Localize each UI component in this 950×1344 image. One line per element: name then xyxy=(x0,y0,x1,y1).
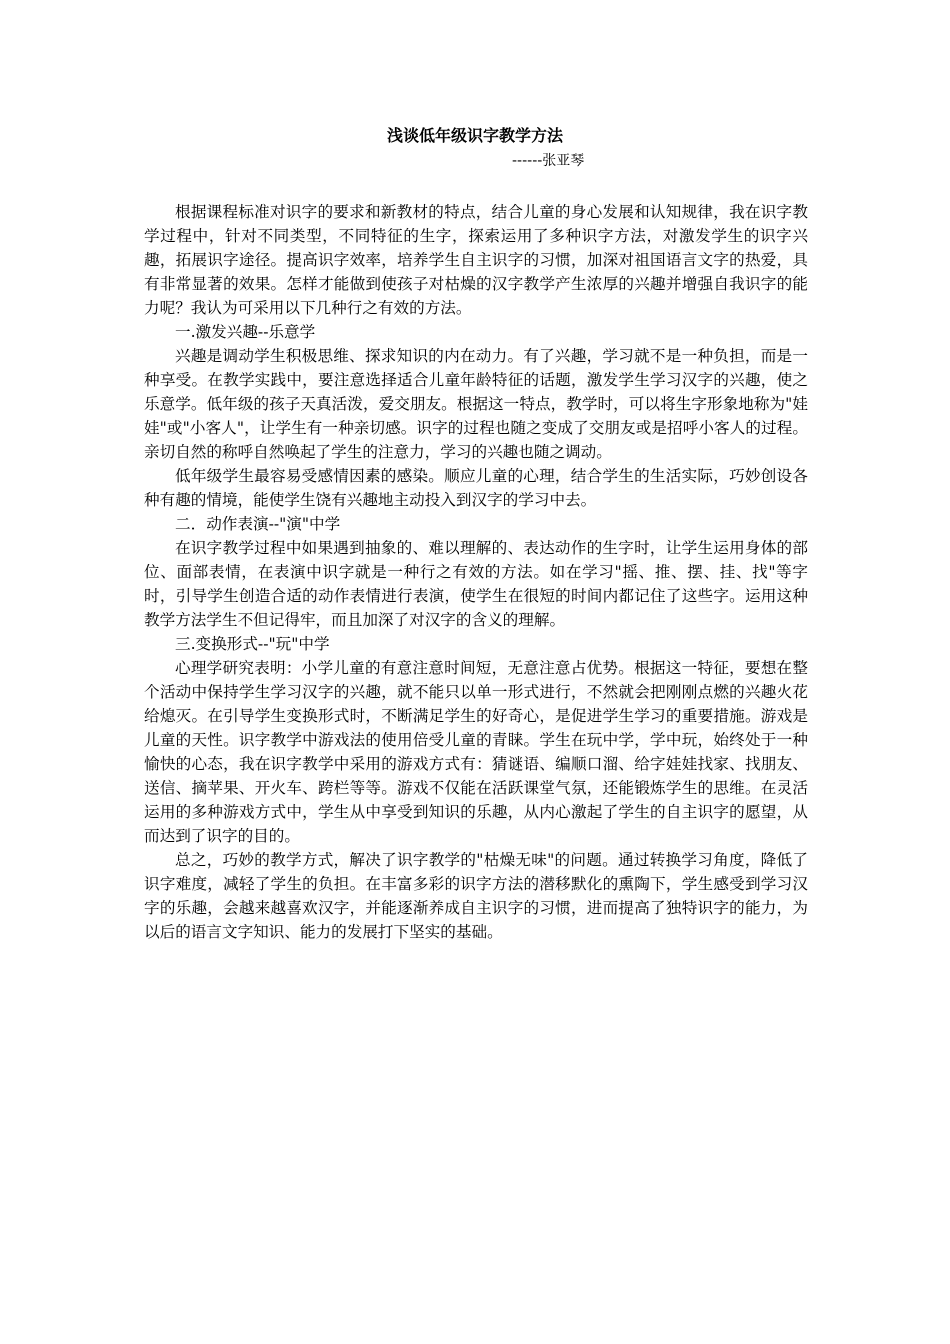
section-heading-1: 一.激发兴趣--乐意学 xyxy=(175,323,316,341)
paragraph-section-2: 在识字教学过程中如果遇到抽象的、难以理解的、表达动作的生字时，让学生运用身体的部位、面部表情，在表演中识字就是一种行之有效的方法。如在学习"摇、推、摆、挂、找"等字时，引导学生创造合适的动作表情进行表演，使学生在很短的时间内都记住了这些字。运用这种教学方法学生不但记得牢，而且加深了对汉字的含义的理解。 xyxy=(144,539,808,629)
section-heading-3: 三.变换形式--"玩"中学 xyxy=(175,635,330,653)
paragraph-conclusion: 总之，巧妙的教学方式，解决了识字教学的"枯燥无味"的问题。通过转换学习角度，降低了识字难度，减轻了学生的负担。在丰富多彩的识字方法的潜移默化的熏陶下，学生感受到学习汉字的乐趣，会越来越喜欢汉字，并能逐渐养成自主识字的习惯，进而提高了独特识字的能力，为以后的语言文字知识、能力的发展打下坚实的基础。 xyxy=(144,851,808,941)
paragraph-section-1b: 低年级学生最容易受感情因素的感染。顺应儿童的心理，结合学生的生活实际，巧妙创设各种有趣的情境，能使学生饶有兴趣地主动投入到汉字的学习中去。 xyxy=(144,467,808,509)
document-title: 浅谈低年级识字教学方法 xyxy=(386,126,563,145)
section-heading-2: 二．动作表演--"演"中学 xyxy=(175,515,341,533)
paragraph-section-1a: 兴趣是调动学生积极思维、探求知识的内在动力。有了兴趣，学习就不是一种负担，而是一种享受。在教学实践中，要注意选择适合儿童年龄特征的话题，激发学生学习汉字的兴趣，使之乐意学。低年级的孩子天真活泼，爱交朋友。根据这一特点，教学时，可以将生字形象地称为"娃娃"或"小客人"，让学生有一种亲切感。识字的过程也随之变成了交朋友或是招呼小客人的过程。亲切自然的称呼自然唤起了学生的注意力，学习的兴趣也随之调动。 xyxy=(144,347,808,461)
paragraph-section-3: 心理学研究表明：小学儿童的有意注意时间短，无意注意占优势。根据这一特征，要想在整个活动中保持学生学习汉字的兴趣，就不能只以单一形式进行，不然就会把刚刚点燃的兴趣火花给熄灭。在引导学生变换形式时，不断满足学生的好奇心，是促进学生学习的重要措施。游戏是儿童的天性。识字教学中游戏法的使用倍受儿童的青睐。学生在玩中学，学中玩，始终处于一种愉快的心态，我在识字教学中采用的游戏方式有：猜谜语、编顺口溜、给字娃娃找家、找朋友、送信、摘苹果、开火车、跨栏等等。游戏不仅能在活跃课堂气氛，还能锻炼学生的思维。在灵活运用的多种游戏方式中，学生从中享受到知识的乐趣，从内心激起了学生的自主识字的愿望，从而达到了识字的目的。 xyxy=(144,659,808,845)
document-body xyxy=(144,200,808,944)
document-author: ------张亚琴 xyxy=(512,153,585,169)
paragraph-intro: 根据课程标准对识字的要求和新教材的特点，结合儿童的身心发展和认知规律，我在识字教学过程中，针对不同类型，不同特征的生字，探索运用了多种识字方法，对激发学生的识字兴趣，拓展识字途径。提高识字效率，培养学生自主识字的习惯，加深对祖国语言文字的热爱，具有非常显著的效果。怎样才能做到使孩子对枯燥的汉字教学产生浓厚的兴趣并增强自我识字的能力呢？我认为可采用以下几种行之有效的方法。 xyxy=(144,203,808,317)
